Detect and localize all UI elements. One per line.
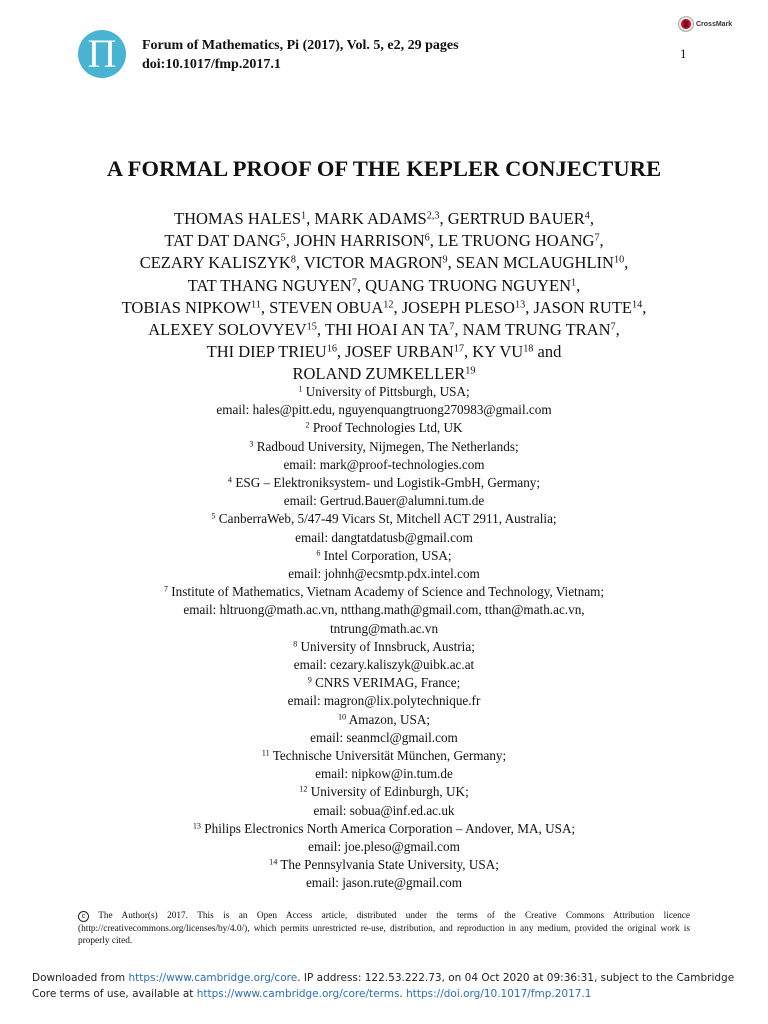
affiliation-line xyxy=(0,547,768,565)
core-link[interactable]: https://www.cambridge.org/core xyxy=(128,972,298,984)
affiliation-name: Technische Universität München, Germany; xyxy=(272,748,507,764)
author-affiliation-number: 7 xyxy=(610,321,616,333)
journal-info xyxy=(142,36,459,74)
affiliation-number: 4 xyxy=(227,475,233,485)
affiliation-email: email: seanmcl@gmail.com xyxy=(310,729,458,745)
author-affiliation-number: 4 xyxy=(584,210,590,222)
crossmark-badge[interactable] xyxy=(678,16,732,32)
affiliation-name: CanberraWeb, 5/47-49 Vicars St, Mitchell ACT 2911, Australia; xyxy=(218,511,557,527)
affiliation-line xyxy=(0,638,768,656)
author-affiliation-number: 10 xyxy=(613,254,625,266)
affiliation-number: 1 xyxy=(298,384,303,394)
affiliation-line xyxy=(0,674,768,692)
author-line: THI DIEP TRIEU$^{16}$, JOSEF URBAN$^{17}$, KY VU$^{18}$ and xyxy=(206,342,562,362)
author-affiliation-number: 7 xyxy=(449,321,455,333)
author-name: JOSEF URBAN xyxy=(345,342,454,362)
author-name: LE TRUONG HOANG xyxy=(438,231,595,251)
author-name: GERTRUD BAUER xyxy=(447,209,585,228)
author-name: THI DIEP TRIEU xyxy=(206,342,327,362)
affiliation-name: Institute of Mathematics, Vietnam Academy of Science and Technology, Vietnam; xyxy=(171,584,605,600)
download-footer xyxy=(32,970,752,1002)
author-affiliation-number: 14 xyxy=(632,299,643,311)
author-separator: , xyxy=(576,275,581,295)
crossmark-label: CrossMark xyxy=(696,20,733,28)
author-list xyxy=(0,208,768,386)
author-affiliation-number: 7 xyxy=(594,232,600,244)
pi-logo-glyph: Π xyxy=(87,31,117,76)
author-affiliation-number: 1 xyxy=(301,210,307,222)
affiliation-name: Philips Electronics North America Corporation – Andover, MA, USA; xyxy=(204,820,576,836)
affiliation-line xyxy=(0,711,768,729)
author-line: CEZARY KALISZYK$^8$, VICTOR MAGRON$^9$, SEAN MCLAUGHLIN$^{10}$, xyxy=(139,253,629,273)
affiliation-email: email: hltruong@math.ac.vn, ntthang.math@gmail.com, tthan@math.ac.vn, xyxy=(183,602,585,618)
author-separator: , xyxy=(615,320,620,340)
author-affiliation-number: 1 xyxy=(571,276,577,288)
page-number: 1 xyxy=(680,46,687,61)
author-affiliation-number: 13 xyxy=(514,299,526,311)
affiliation-email: email: jason.rute@gmail.com xyxy=(305,875,463,891)
author-line: TOBIAS NIPKOW$^{11}$, STEVEN OBUA$^{12}$, JOSEPH PLESO$^{13}$, JASON RUTE$^{14}$, xyxy=(121,297,647,317)
author-name: JOHN HARRISON xyxy=(294,231,425,251)
affiliation-line xyxy=(0,419,768,437)
author-affiliation-number: 8 xyxy=(290,254,296,266)
affiliation-name: The Pennsylvania State University, USA; xyxy=(280,857,499,873)
author-name: THOMAS HALES xyxy=(174,209,302,228)
author-line: TAT DAT DANG$^5$, JOHN HARRISON$^6$, LE TRUONG HOANG$^7$, xyxy=(164,231,604,251)
author-name: CEZARY KALISZYK xyxy=(139,253,291,273)
terms-link[interactable]: https://www.cambridge.org/core/terms xyxy=(196,988,400,1000)
author-name: NAM TRUNG TRAN xyxy=(462,320,611,340)
author-separator: , xyxy=(589,209,594,228)
author-affiliation-number: 7 xyxy=(351,276,357,288)
author-affiliation-number: 6 xyxy=(424,232,430,244)
affiliation-number: 8 xyxy=(293,639,298,649)
author-line: THOMAS HALES$^1$, MARK ADAMS$^{2,3}$, GERTRUD BAUER$^4$, xyxy=(174,209,594,228)
footer-downloaded-from: Downloaded from xyxy=(32,972,129,984)
author-affiliation-number: 11 xyxy=(251,299,261,311)
author-name: STEVEN OBUA xyxy=(269,297,384,317)
affiliation-number: 14 xyxy=(269,857,278,867)
author-name: KY VU xyxy=(472,342,524,362)
affiliation-number: 5 xyxy=(211,511,216,521)
author-name: ALEXEY SOLOVYEV xyxy=(148,320,307,340)
affiliation-line xyxy=(0,474,768,492)
author-name: TAT DAT DANG xyxy=(164,231,281,251)
affiliation-email: email: cezary.kaliszyk@uibk.ac.at xyxy=(293,657,475,673)
copyright-icon: c xyxy=(78,911,89,922)
affiliation-number: 10 xyxy=(337,712,347,722)
author-affiliation-number: 9 xyxy=(442,254,448,266)
affiliation-line xyxy=(0,820,768,838)
journal-citation: Forum of Mathematics, Pi (2017), Vol. 5, e2, 29 pages xyxy=(142,38,459,53)
author-separator: and xyxy=(533,342,562,362)
author-affiliation-number: 18 xyxy=(523,343,534,355)
copyright-text: The Author(s) 2017. This is an Open Access article, distributed under the terms of the Creative Commons Attribution licence (http://creativecommons.org/licenses/by/4.0/), which permits unrestricted re-use, distribution, and reproduction in any medium, provided the original work is properly cited. xyxy=(78,911,690,946)
affiliation-line xyxy=(0,856,768,874)
author-affiliation-number: 15 xyxy=(306,321,317,333)
affiliation-email: email: mark@proof-technologies.com xyxy=(283,456,485,472)
affiliation-name: University of Innsbruck, Austria; xyxy=(300,638,475,654)
author-name: JASON RUTE xyxy=(533,297,633,317)
paper-title: A FORMAL PROOF OF THE KEPLER CONJECTURE xyxy=(106,156,662,181)
affiliation-name: Radboud University, Nijmegen, The Netherlands; xyxy=(256,438,519,454)
author-name: THI HOAI AN TA xyxy=(324,320,450,340)
affiliation-number: 3 xyxy=(249,439,254,449)
affiliation-email: email: magron@lix.polytechnique.fr xyxy=(287,693,481,709)
affiliation-line xyxy=(0,747,768,765)
affiliation-line xyxy=(0,438,768,456)
footer-separator: . xyxy=(399,988,407,1000)
affiliation-email: email: sobua@inf.ed.ac.uk xyxy=(313,802,455,818)
author-name: TOBIAS NIPKOW xyxy=(121,297,252,317)
crossmark-icon xyxy=(678,16,694,32)
footer-ip-text: . IP address: 122.53.222.73, on 04 Oct 2020 at 09:36:31, subject to the Cambridge Core terms of use, available at xyxy=(32,972,735,1000)
author-name: TAT THANG NGUYEN xyxy=(187,275,352,295)
author-affiliation-number: 5 xyxy=(280,232,286,244)
affiliation-email: email: joe.pleso@gmail.com xyxy=(308,839,460,855)
affiliation-name: Intel Corporation, USA; xyxy=(323,547,452,563)
affiliation-email: email: nipkow@in.tum.de xyxy=(315,766,453,782)
affiliation-name: Proof Technologies Ltd, UK xyxy=(312,420,463,436)
affiliation-line xyxy=(0,383,768,401)
affiliation-list xyxy=(0,383,768,893)
author-affiliation-number: 12 xyxy=(383,299,394,311)
author-name: QUANG TRUONG NGUYEN xyxy=(365,275,572,295)
author-line: TAT THANG NGUYEN$^7$, QUANG TRUONG NGUYEN$^1$, xyxy=(187,275,581,295)
author-separator: , xyxy=(599,231,604,251)
affiliation-line xyxy=(0,583,768,601)
affiliation-email: email: Gertrud.Bauer@alumni.tum.de xyxy=(283,493,485,509)
author-name: VICTOR MAGRON xyxy=(303,253,443,273)
affiliation-number: 12 xyxy=(299,784,308,794)
copyright-notice xyxy=(78,910,690,948)
affiliation-name: ESG – Elektroniksystem- und Logistik-GmbH, Germany; xyxy=(235,475,541,491)
affiliation-line xyxy=(0,783,768,801)
journal-doi: doi:10.1017/fmp.2017.1 xyxy=(142,57,281,72)
author-separator: , xyxy=(642,297,647,317)
affiliation-name: University of Pittsburgh, USA; xyxy=(305,384,470,399)
doi-link[interactable]: https://doi.org/10.1017/fmp.2017.1 xyxy=(406,988,592,1000)
affiliation-number: 11 xyxy=(261,748,270,758)
author-affiliation-number: 19 xyxy=(465,365,476,377)
affiliation-name: CNRS VERIMAG, France; xyxy=(315,675,461,691)
affiliation-number: 6 xyxy=(316,548,321,558)
author-affiliation-number: 2,3 xyxy=(426,210,440,222)
author-name: JOSEPH PLESO xyxy=(401,297,515,317)
affiliation-email: email: dangtatdatusb@gmail.com xyxy=(295,529,473,545)
affiliation-number: 9 xyxy=(307,675,312,685)
author-affiliation-number: 17 xyxy=(453,343,465,355)
author-affiliation-number: 16 xyxy=(326,343,337,355)
affiliation-email: email: hales@pitt.edu, nguyenquangtruong270983@gmail.com xyxy=(216,402,552,418)
author-name: ROLAND ZUMKELLER xyxy=(292,364,466,384)
journal-logo xyxy=(78,30,126,78)
author-name: SEAN MCLAUGHLIN xyxy=(455,253,614,273)
affiliation-name: Amazon, USA; xyxy=(348,711,431,727)
author-separator: , xyxy=(624,253,629,273)
affiliation-number: 7 xyxy=(163,584,168,594)
affiliation-number: 13 xyxy=(192,821,201,831)
affiliation-line xyxy=(0,510,768,528)
author-name: MARK ADAMS xyxy=(314,209,427,228)
affiliation-email: tntrung@math.ac.vn xyxy=(329,620,439,636)
affiliation-name: University of Edinburgh, UK; xyxy=(310,784,469,800)
author-line: ALEXEY SOLOVYEV$^{15}$, THI HOAI AN $TA^7$, NAM TRUNG TRAN$^7$, xyxy=(148,320,620,340)
affiliation-number: 2 xyxy=(305,420,310,430)
affiliation-email: email: johnh@ecsmtp.pdx.intel.com xyxy=(288,566,480,582)
